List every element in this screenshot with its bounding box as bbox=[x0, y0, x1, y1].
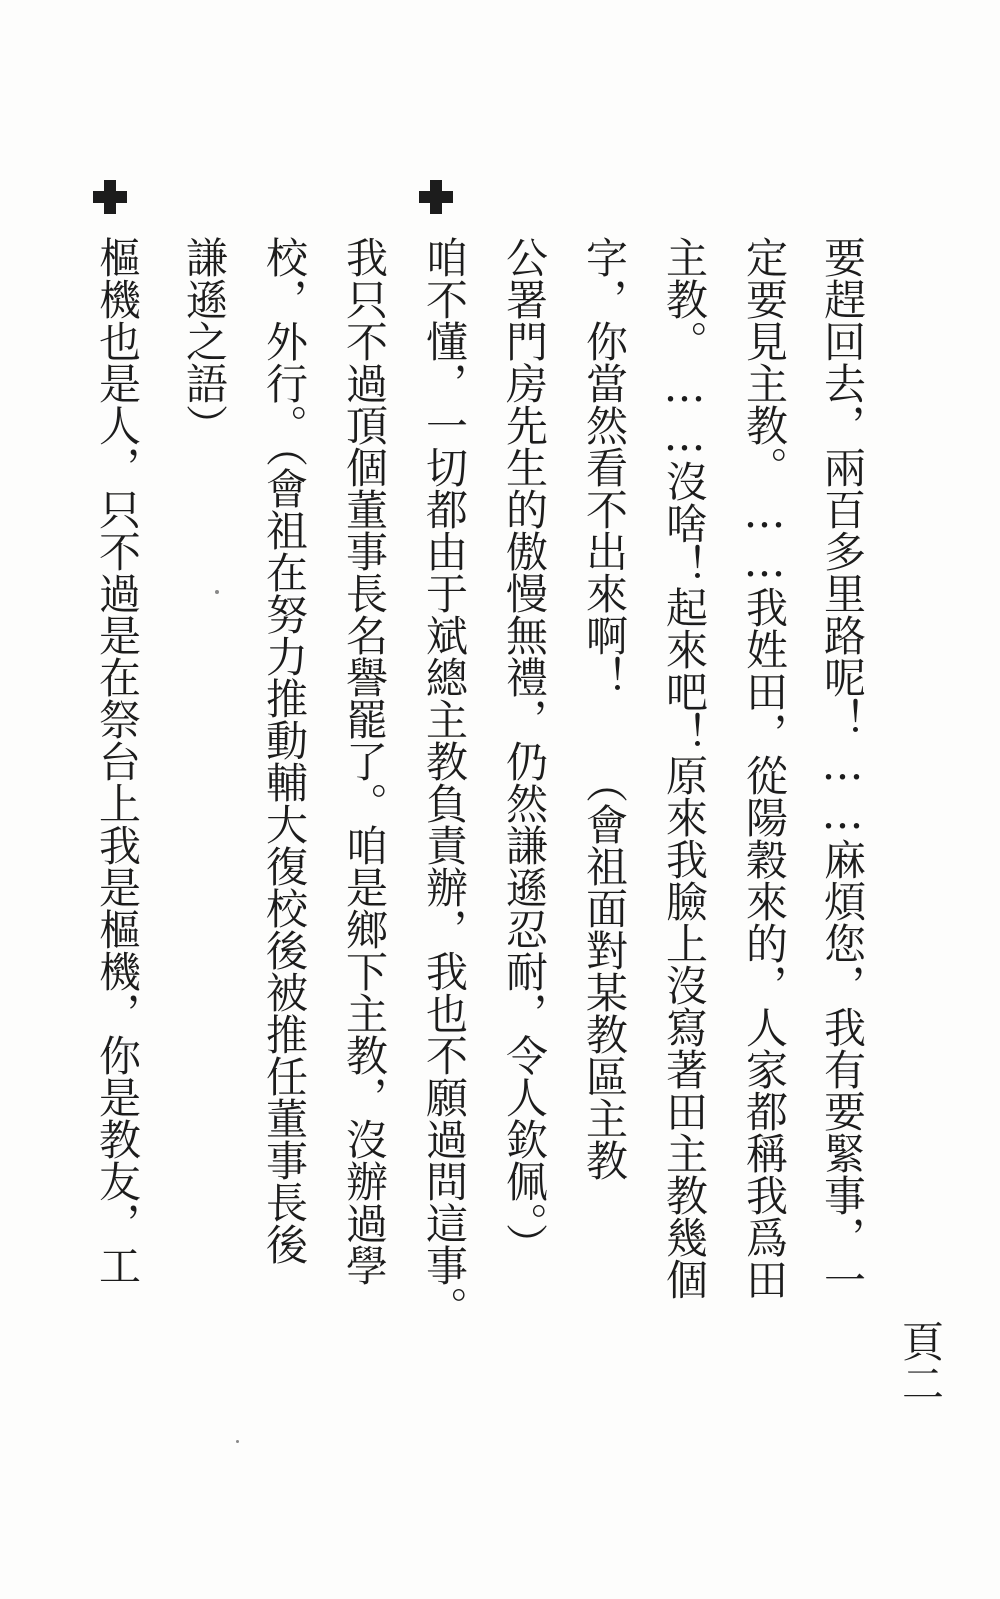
scan-speck bbox=[215, 590, 219, 594]
text-column-9: 謙遜之語） bbox=[180, 236, 229, 446]
text-column-4: 字，你當然看不出來啊！ （會祖面對某教區主教 bbox=[580, 236, 629, 1181]
cross-icon bbox=[93, 180, 127, 214]
page-number: 頁二 bbox=[896, 1320, 945, 1404]
text-column-6: 咱不懂，一切都由于斌總主教負責辦，我也不願過問這事。 bbox=[420, 236, 469, 1328]
text-column-1: 要趕回去，兩百多里路呢！……麻煩您，我有要緊事，一 bbox=[818, 236, 867, 1300]
text-column-3: 主教。……沒啥！起來吧！原來我臉上沒寫著田主教幾個 bbox=[660, 236, 709, 1300]
scan-speck bbox=[236, 1440, 239, 1443]
text-column-7: 我只不過頂個董事長名譽罷了。咱是鄉下主教，沒辦過學 bbox=[340, 236, 389, 1286]
text-column-10: 樞機也是人，只不過是在祭台上我是樞機，你是教友，工 bbox=[93, 236, 142, 1286]
text-column-8: 校，外行。（會祖在努力推動輔大復校後被推任董事長後 bbox=[260, 236, 309, 1265]
text-column-2: 定要見主教。……我姓田，從陽穀來的，人家都稱我爲田 bbox=[740, 236, 789, 1300]
cross-icon bbox=[419, 180, 453, 214]
text-column-5: 公署門房先生的傲慢無禮，仍然謙遜忍耐，令人欽佩。） bbox=[500, 236, 549, 1265]
